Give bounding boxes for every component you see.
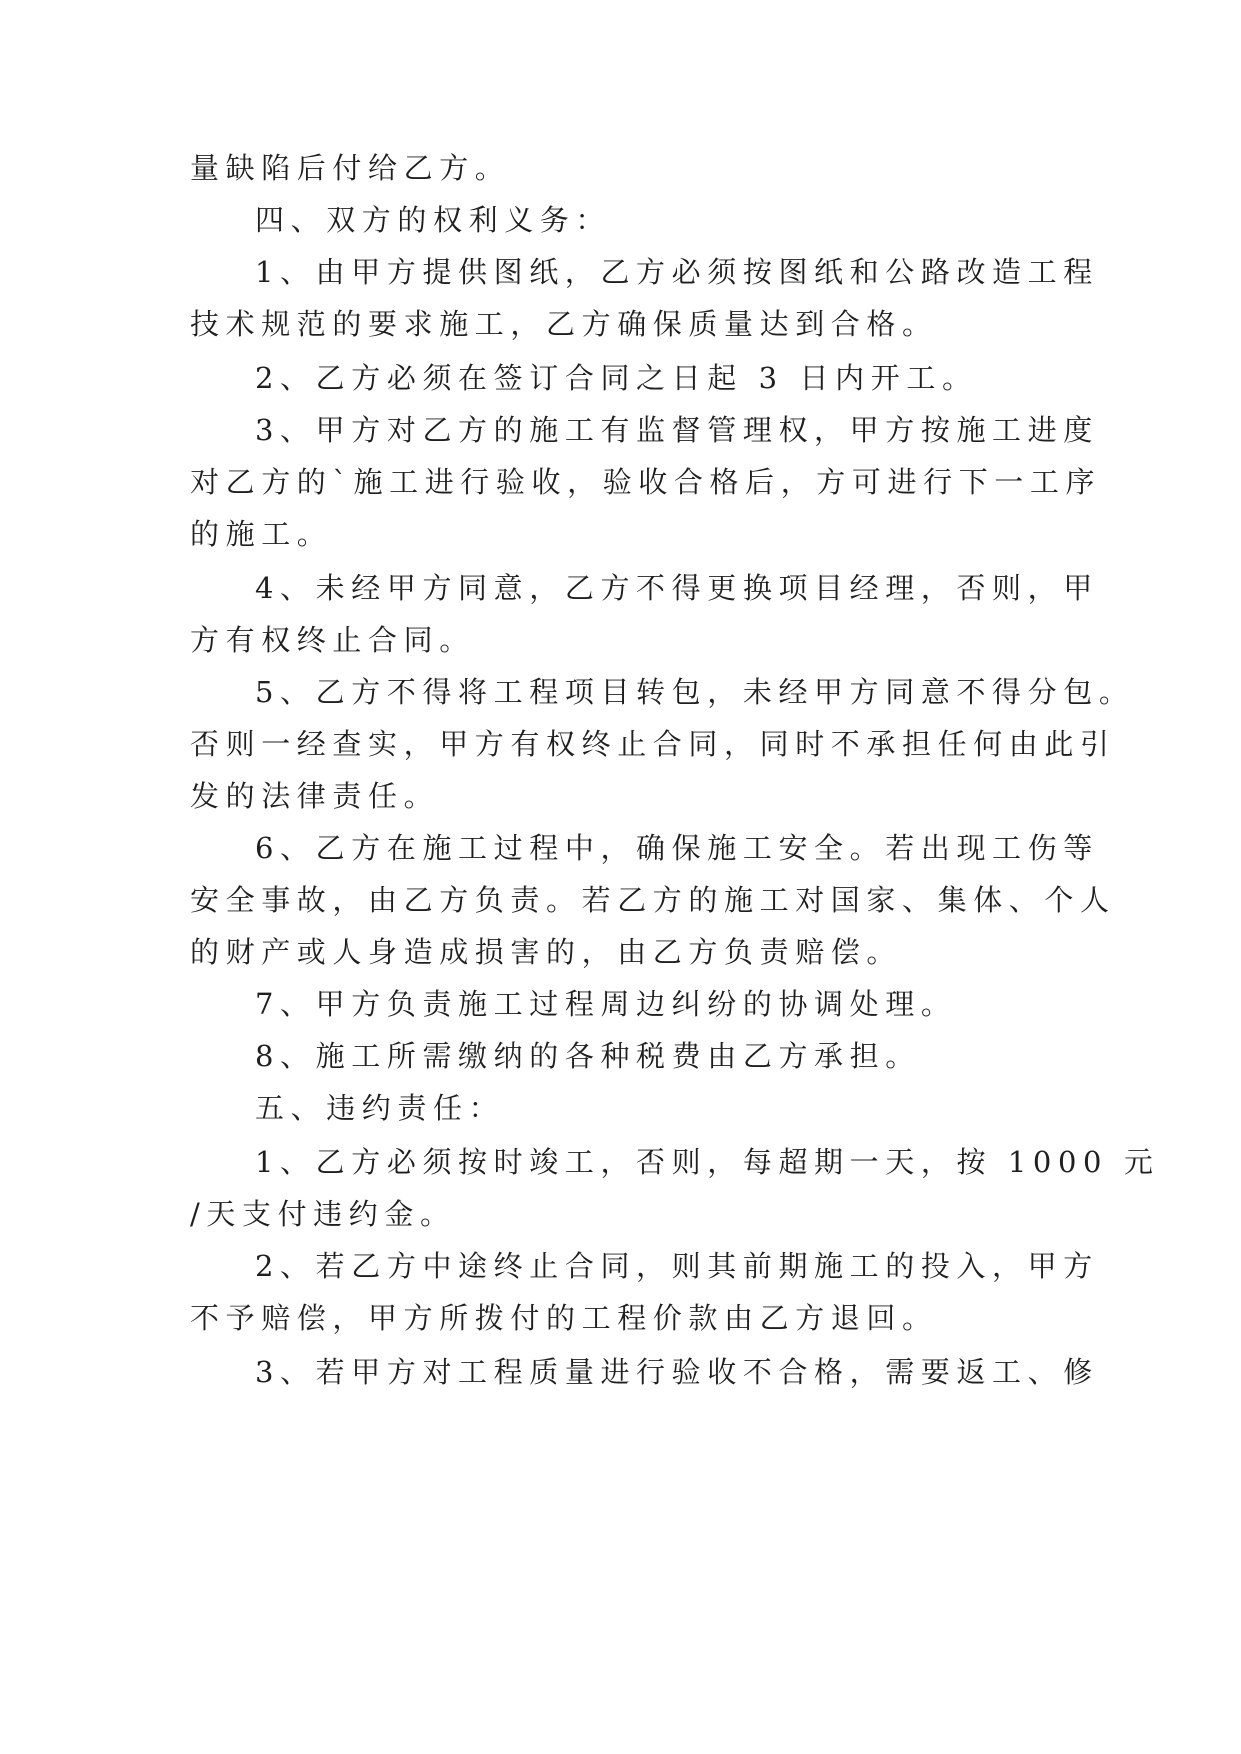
text-line: 的施工。: [190, 517, 333, 551]
clause-line: 3、甲方对乙方的施工有监督管理权，甲方按施工进度: [255, 413, 1099, 447]
section-heading: 五、违约责任：: [255, 1091, 505, 1125]
text-line: 不予赔偿，甲方所拨付的工程价款由乙方退回。: [190, 1301, 938, 1335]
clause-line: 2、若乙方中途终止合同，则其前期施工的投入，甲方: [255, 1249, 1099, 1283]
text-line: 技术规范的要求施工，乙方确保质量达到合格。: [190, 307, 938, 341]
text-line: 安全事故，由乙方负责。若乙方的施工对国家、集体、个人: [190, 883, 1116, 917]
clause-line: 2、乙方必须在签订合同之日起 3 日内开工。: [255, 361, 978, 395]
text-line: 对乙方的`施工进行验收，验收合格后，方可进行下一工序: [190, 465, 1102, 499]
clause-line: 8、施工所需缴纳的各种税费由乙方承担。: [255, 1039, 921, 1073]
clause-line: 1、乙方必须按时竣工，否则，每超期一天，按 1000 元: [255, 1145, 1160, 1179]
text-line: 量缺陷后付给乙方。: [190, 151, 511, 185]
clause-line: 1、由甲方提供图纸，乙方必须按图纸和公路改造工程: [255, 255, 1099, 289]
clause-line: 3、若甲方对工程质量进行验收不合格，需要返工、修: [255, 1355, 1099, 1389]
text-line: /天支付违约金。: [190, 1197, 456, 1231]
clause-line: 4、未经甲方同意，乙方不得更换项目经理，否则，甲: [255, 571, 1099, 605]
clause-line: 6、乙方在施工过程中，确保施工安全。若出现工伤等: [255, 831, 1099, 865]
clause-line: 5、乙方不得将工程项目转包，未经甲方同意不得分包。: [255, 675, 1135, 709]
text-line: 方有权终止合同。: [190, 623, 475, 657]
clause-line: 7、甲方负责施工过程周边纠纷的协调处理。: [255, 987, 957, 1021]
text-line: 否则一经查实，甲方有权终止合同，同时不承担任何由此引: [190, 727, 1116, 761]
text-line: 的财产或人身造成损害的，由乙方负责赔偿。: [190, 935, 903, 969]
section-heading: 四、双方的权利义务：: [255, 203, 612, 237]
text-line: 发的法律责任。: [190, 779, 440, 813]
